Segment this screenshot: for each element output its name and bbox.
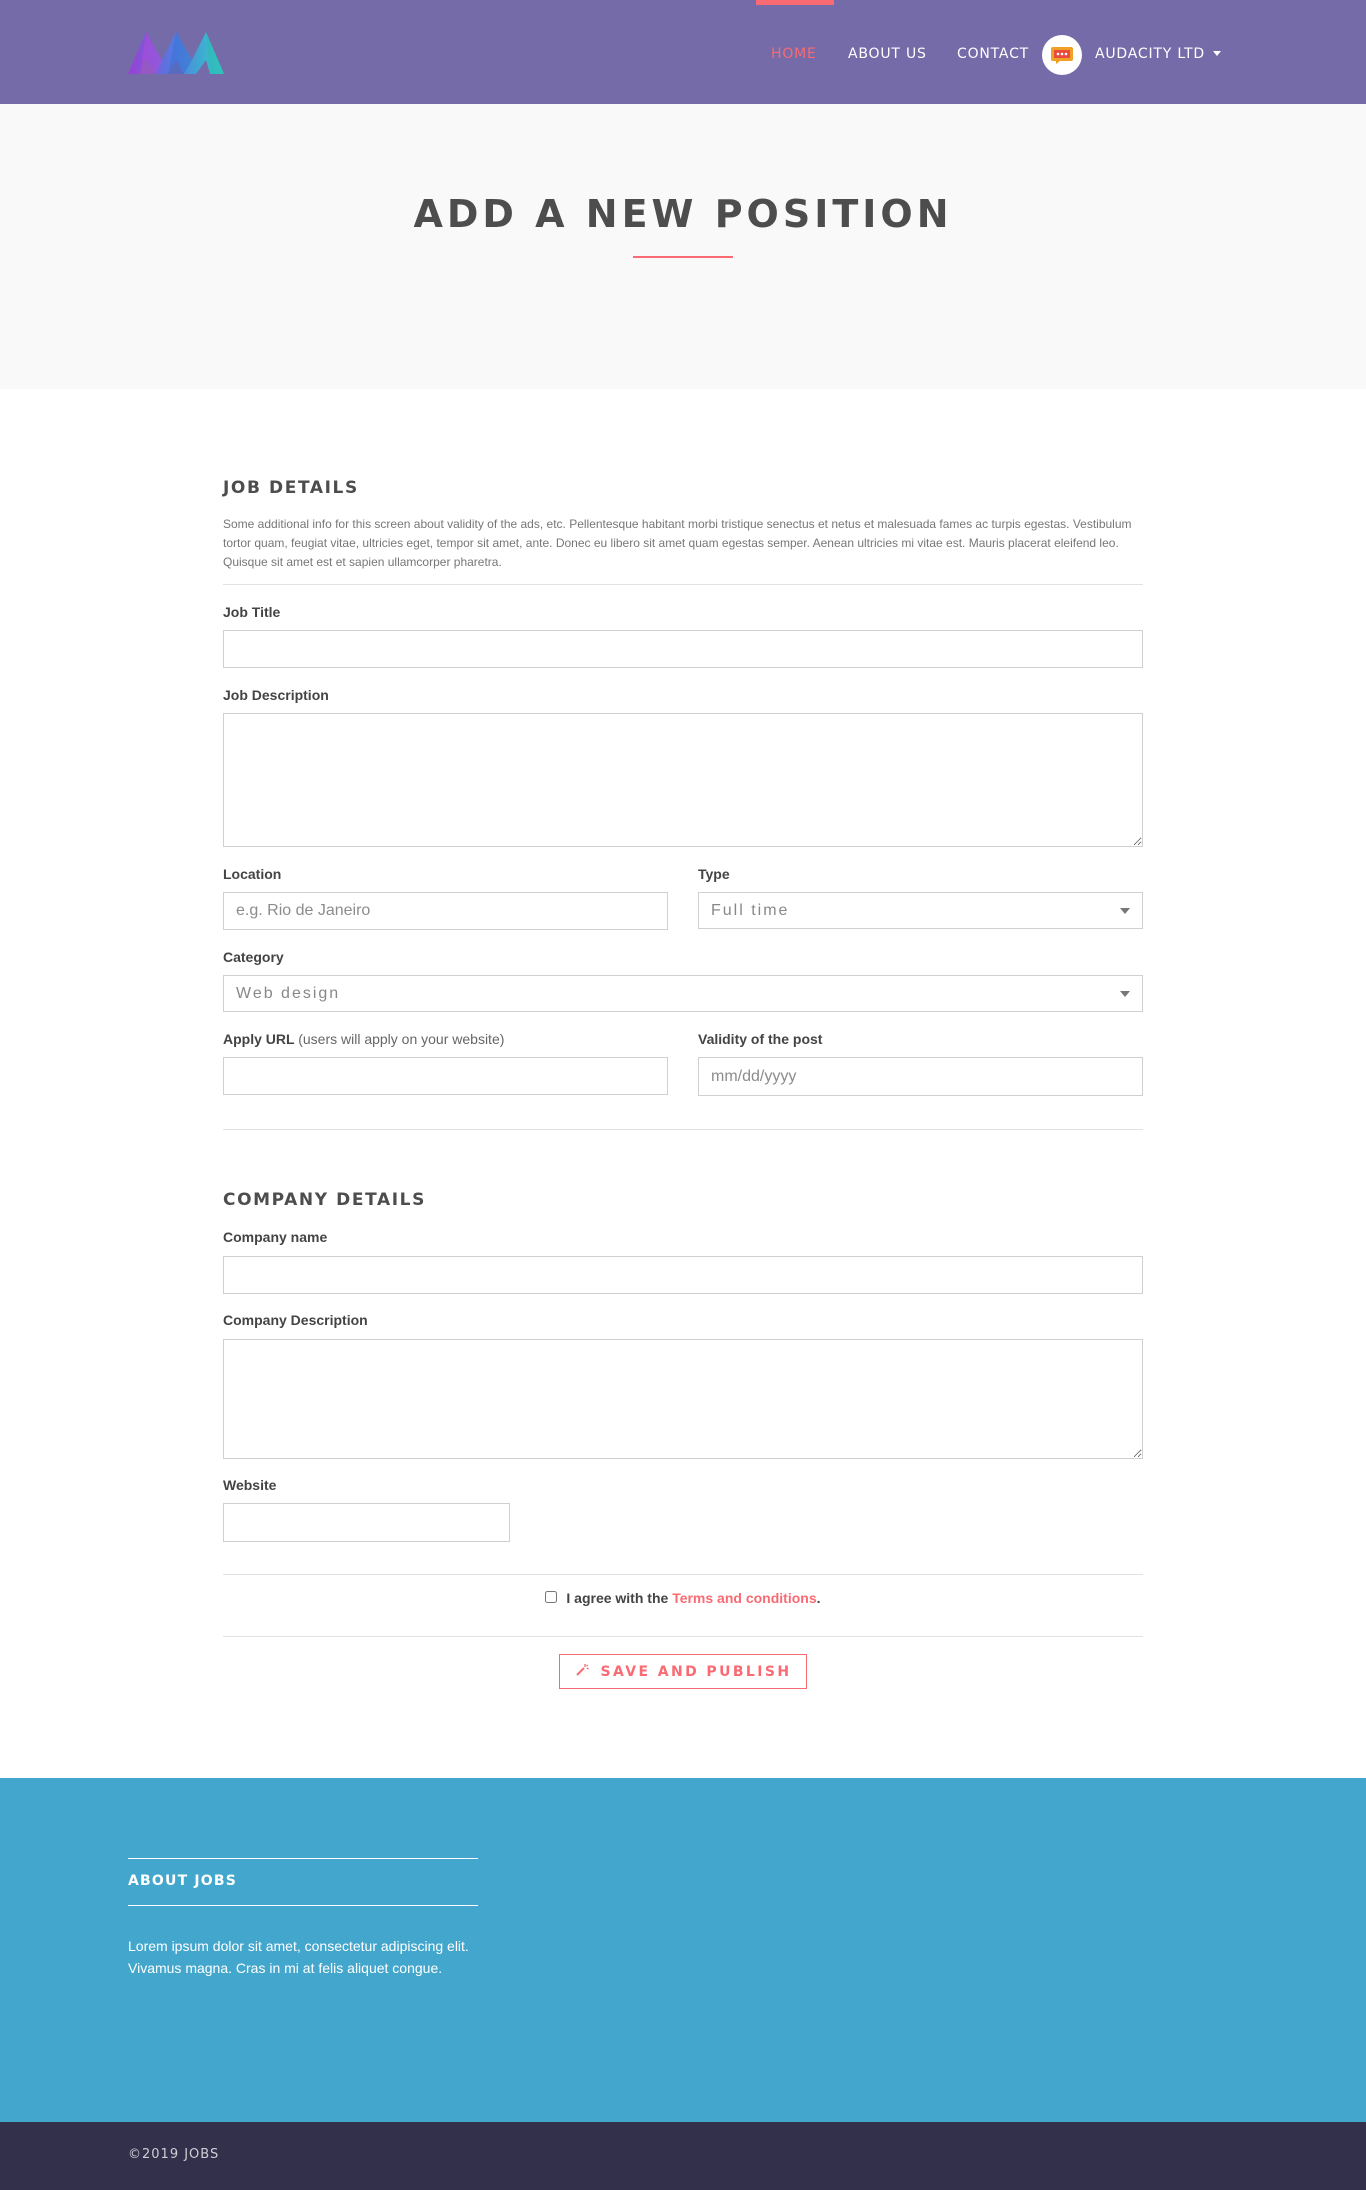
account-avatar[interactable]: [1042, 35, 1082, 75]
location-label: Location: [223, 866, 282, 882]
terms-agreement: [0, 1590, 1366, 1606]
nav-link-home[interactable]: HOME: [771, 46, 817, 62]
job-details-heading: JOB DETAILS: [223, 478, 359, 498]
save-and-publish-label: SAVE AND PUBLISH: [600, 1663, 792, 1680]
chat-bubble-icon: [1050, 45, 1074, 65]
company-description-label: Company Description: [223, 1312, 368, 1328]
location-input[interactable]: [223, 892, 668, 930]
category-label: Category: [223, 949, 284, 965]
company-details-heading: COMPANY DETAILS: [223, 1190, 426, 1210]
footer-about-text: Lorem ipsum dolor sit amet, consectetur adipiscing elit. Vivamus magna. Cras in mi at felis aliquet congue.: [128, 1938, 469, 1976]
mountain-logo-icon: [128, 30, 224, 74]
divider: [223, 584, 1143, 585]
terms-checkbox[interactable]: [545, 1591, 557, 1603]
website-input[interactable]: [223, 1503, 510, 1542]
job-title-label: Job Title: [223, 604, 281, 620]
copyright-bar: [0, 2122, 1366, 2190]
validity-date-input[interactable]: [698, 1057, 1143, 1096]
divider: [223, 1129, 1143, 1130]
apply-url-input[interactable]: [223, 1057, 668, 1095]
apply-url-label: [223, 1031, 504, 1047]
company-name-input[interactable]: [223, 1256, 1143, 1294]
website-label: Website: [223, 1477, 277, 1493]
terms-suffix: .: [816, 1590, 821, 1606]
divider: [223, 1574, 1143, 1575]
copyright-text: ©2019 JOBS: [128, 2147, 220, 2162]
nav-link-contact[interactable]: CONTACT: [957, 46, 1029, 62]
footer-divider: [128, 1905, 478, 1906]
terms-link[interactable]: Terms and conditions: [672, 1590, 817, 1606]
magic-wand-icon: [575, 1663, 589, 1681]
top-navbar: [0, 0, 1366, 104]
account-name: AUDACITY LTD: [1095, 46, 1205, 62]
job-description-textarea[interactable]: [223, 713, 1143, 847]
type-label: Type: [698, 866, 730, 882]
footer-heading: ABOUT JOBS: [128, 1873, 238, 1889]
page-hero: [0, 104, 1366, 389]
job-description-label: Job Description: [223, 687, 329, 703]
site-logo[interactable]: [128, 30, 224, 74]
divider: [223, 1636, 1143, 1637]
terms-prefix: I agree with the: [566, 1590, 673, 1606]
apply-url-hint: (users will apply on your website): [298, 1031, 505, 1047]
caret-down-icon: [1120, 991, 1130, 997]
account-dropdown[interactable]: [1095, 46, 1221, 62]
caret-down-icon: [1120, 908, 1130, 914]
title-underline: [633, 256, 733, 258]
apply-url-label-text: Apply URL: [223, 1031, 295, 1047]
caret-down-icon: [1213, 51, 1221, 56]
active-nav-indicator: [756, 0, 834, 5]
company-name-label: Company name: [223, 1229, 328, 1245]
type-selected-value: Full time: [711, 901, 790, 919]
job-details-intro: Some additional info for this screen about validity of the ads, etc. Pellentesque habitant morbi tristique senectus et netus et malesuada fames ac turpis egestas. Vestibulum tortor quam, feugiat vitae, ultricies eget, tempor sit amet, ante. Donec eu libero sit amet quam egestas semper. Aenean ultricies mi vitae est. Mauris placerat eleifend leo. Quisque sit amet est et sapien ullamcorper pharetra.: [223, 517, 1132, 569]
validity-label: Validity of the post: [698, 1031, 823, 1047]
save-and-publish-button[interactable]: [559, 1654, 807, 1689]
type-select[interactable]: [698, 892, 1143, 929]
footer-divider: [128, 1858, 478, 1859]
job-title-input[interactable]: [223, 630, 1143, 668]
company-description-textarea[interactable]: [223, 1339, 1143, 1459]
page-title: ADD A NEW POSITION: [413, 192, 953, 236]
footer: [0, 1778, 1366, 2122]
nav-link-about-us[interactable]: ABOUT US: [848, 46, 927, 62]
category-select[interactable]: [223, 975, 1143, 1012]
category-selected-value: Web design: [236, 984, 341, 1002]
